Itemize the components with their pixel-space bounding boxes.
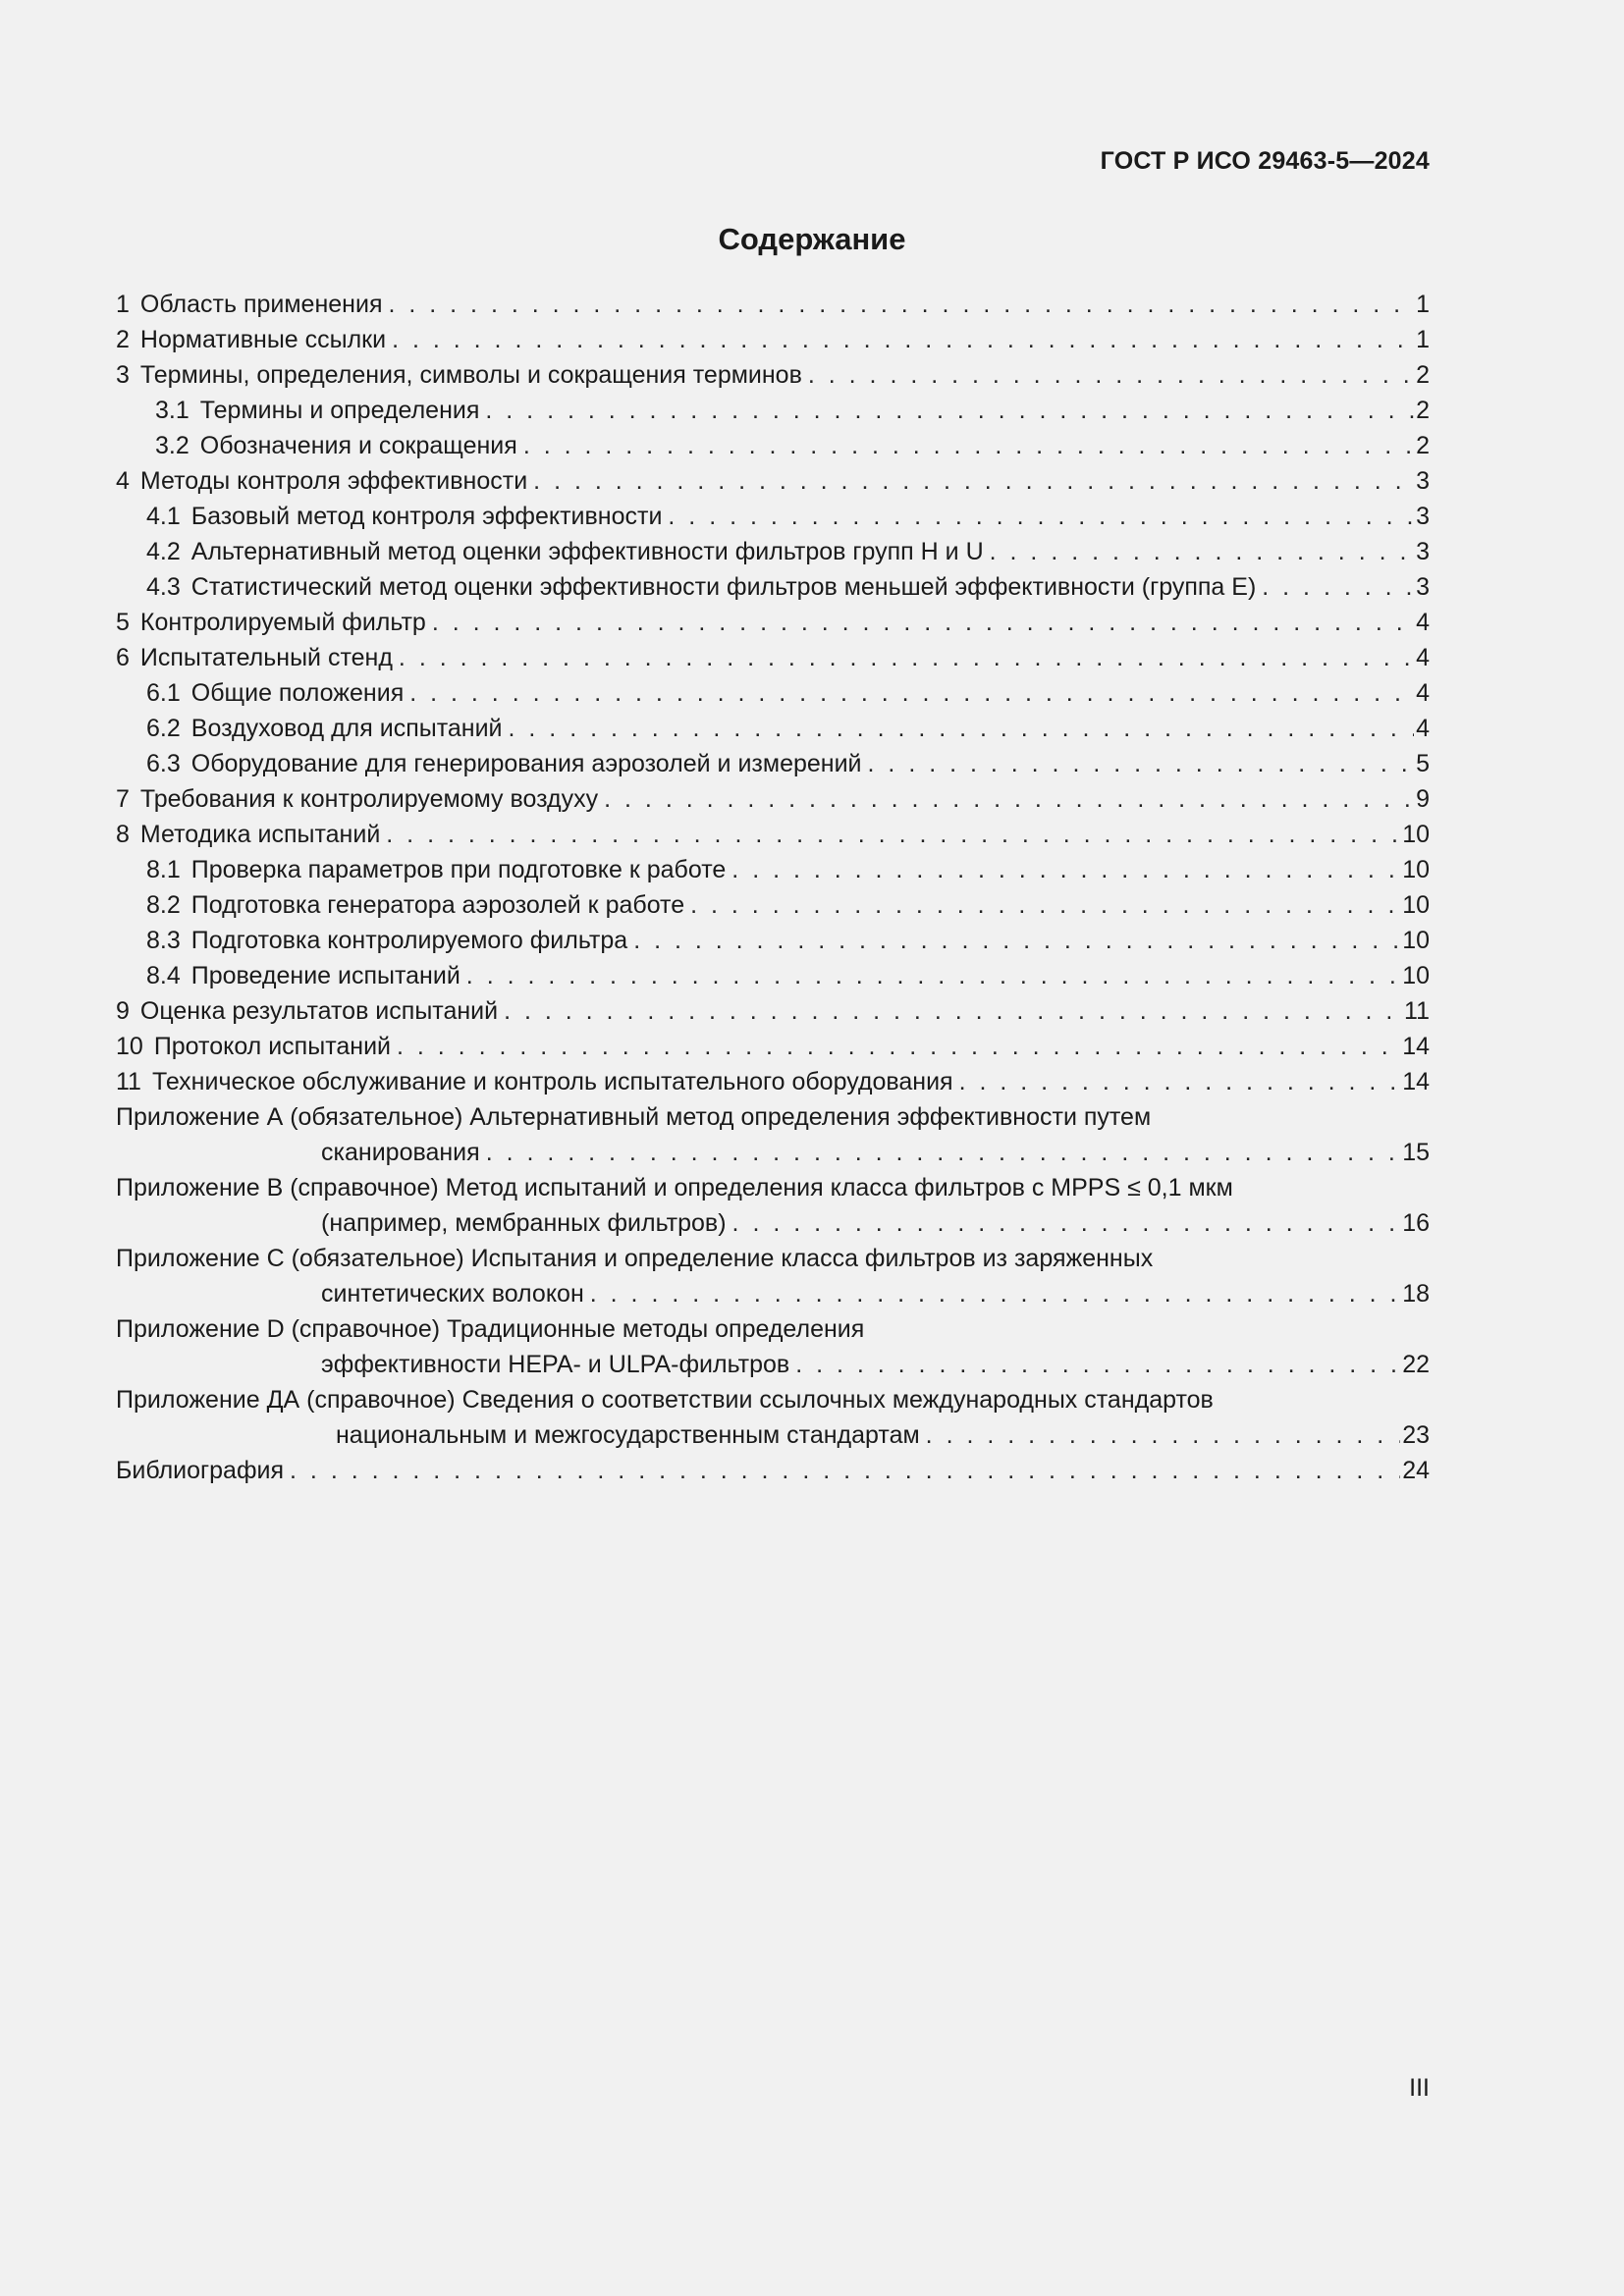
- toc-appendix-line-2: [116, 1135, 1430, 1170]
- toc-appendix-heading: Приложение С (обязательное) Испытания и определение класса фильтров из заряженных: [116, 1245, 1154, 1272]
- toc-entry-2[interactable]: [116, 322, 1430, 357]
- toc-entry-label: Методы контроля эффективности: [139, 467, 528, 495]
- toc-entry-page: 3: [1416, 467, 1430, 495]
- dot-leader: [808, 357, 1414, 393]
- dot-leader: [668, 499, 1414, 534]
- toc-appendix-line-1: [116, 1099, 1430, 1135]
- toc-entry-label: Подготовка контролируемого фильтра: [190, 927, 628, 954]
- toc-entry-page: 14: [1402, 1033, 1430, 1060]
- toc-entry-number: 8.1: [146, 856, 181, 883]
- toc-entry-page: 11: [1404, 997, 1430, 1025]
- toc-entry-number: 4.3: [146, 573, 181, 601]
- toc-entry-3-2[interactable]: [116, 428, 1430, 463]
- toc-entry-page: 9: [1416, 785, 1430, 813]
- toc-entry-label: Термины и определения: [199, 397, 480, 424]
- toc-entry-label: Обозначения и сокращения: [199, 432, 517, 459]
- dot-leader: [486, 1135, 1401, 1170]
- toc-entry-label: Оценка результатов испытаний: [139, 997, 499, 1025]
- dot-leader: [590, 1276, 1400, 1311]
- toc-entry-number: 5: [116, 609, 130, 636]
- toc-entry-number: 4: [116, 467, 130, 495]
- toc-entry-page: 1: [1416, 326, 1430, 353]
- toc-entry-number: 6: [116, 644, 130, 671]
- toc-entry-label: Требования к контролируемому воздуху: [139, 785, 599, 813]
- dot-leader: [604, 781, 1414, 817]
- toc-entry-number: 6.1: [146, 679, 181, 707]
- dot-leader: [388, 287, 1414, 322]
- toc-entry-8[interactable]: [116, 817, 1430, 852]
- toc-entry-5[interactable]: [116, 605, 1430, 640]
- page-number: III: [1409, 2074, 1430, 2102]
- toc-entry-number: 8.4: [146, 962, 181, 989]
- toc-entry-label: эффективности HEPA- и ULPA-фильтров: [321, 1351, 790, 1378]
- toc-entry-page: 10: [1402, 891, 1430, 919]
- toc-appendix-line-1: [116, 1382, 1430, 1417]
- dot-leader: [397, 1029, 1400, 1064]
- toc-entry-label: Альтернативный метод оценки эффективности фильтров групп H и U: [190, 538, 984, 565]
- toc-entry-page: 2: [1416, 361, 1430, 389]
- toc-entry-11[interactable]: [116, 1064, 1430, 1099]
- toc-entry-page: 5: [1416, 750, 1430, 777]
- toc-entry-page: 3: [1416, 503, 1430, 530]
- toc-entry-10[interactable]: [116, 1029, 1430, 1064]
- toc-entry-1[interactable]: [116, 287, 1430, 322]
- toc-entry-label: Протокол испытаний: [153, 1033, 391, 1060]
- toc-entry-label: Библиография: [116, 1457, 285, 1484]
- toc-entry-page: 10: [1402, 927, 1430, 954]
- table-of-contents: [116, 287, 1430, 1488]
- toc-entry-label: Общие положения: [190, 679, 405, 707]
- dot-leader: [690, 887, 1400, 923]
- toc-entry-number: 3.2: [155, 432, 189, 459]
- toc-entry-page: 4: [1416, 644, 1430, 671]
- toc-entry-label: Техническое обслуживание и контроль испытательного оборудования: [151, 1068, 953, 1095]
- toc-entry-4-2[interactable]: [116, 534, 1430, 569]
- dot-leader: [959, 1064, 1401, 1099]
- toc-entry-number: 4.2: [146, 538, 181, 565]
- toc-entry-3-1[interactable]: [116, 393, 1430, 428]
- toc-entry-label: Контролируемый фильтр: [139, 609, 426, 636]
- toc-appendix-line-2: [116, 1417, 1430, 1453]
- toc-entry-label: Статистический метод оценки эффективности фильтров меньшей эффективности (группа E): [190, 573, 1257, 601]
- toc-entry-page: 4: [1416, 609, 1430, 636]
- toc-entry-6-1[interactable]: [116, 675, 1430, 711]
- toc-appendix-heading: Приложение D (справочное) Традиционные методы определения: [116, 1315, 865, 1343]
- toc-appendix-heading: Приложение ДА (справочное) Сведения о соответствии ссылочных международных стандартов: [116, 1386, 1214, 1414]
- dot-leader: [290, 1453, 1400, 1488]
- dot-leader: [523, 428, 1414, 463]
- toc-entry-number: 8.2: [146, 891, 181, 919]
- toc-entry-label: Термины, определения, символы и сокращения терминов: [139, 361, 802, 389]
- toc-entry-label: Базовый метод контроля эффективности: [190, 503, 663, 530]
- dot-leader: [409, 675, 1414, 711]
- toc-appendix-da[interactable]: [116, 1382, 1430, 1453]
- toc-entry-label: Проведение испытаний: [190, 962, 460, 989]
- toc-entry-label: синтетических волокон: [321, 1280, 584, 1308]
- toc-appendix-c[interactable]: [116, 1241, 1430, 1311]
- toc-entry-page: 10: [1402, 962, 1430, 989]
- toc-entry-number: 6.2: [146, 715, 181, 742]
- toc-appendix-a[interactable]: [116, 1099, 1430, 1170]
- dot-leader: [485, 393, 1414, 428]
- toc-entry-6[interactable]: [116, 640, 1430, 675]
- toc-entry-page: 23: [1402, 1421, 1430, 1449]
- dot-leader: [533, 463, 1414, 499]
- toc-appendix-heading: Приложение А (обязательное) Альтернативный метод определения эффективности путем: [116, 1103, 1152, 1131]
- toc-entry-number: 6.3: [146, 750, 181, 777]
- toc-entry-label: Испытательный стенд: [139, 644, 393, 671]
- toc-entry-label: Методика испытаний: [139, 821, 381, 848]
- toc-entry-8-3[interactable]: [116, 923, 1430, 958]
- toc-entry-label: Оборудование для генерирования аэрозолей и измерений: [190, 750, 862, 777]
- toc-entry-number: 7: [116, 785, 130, 813]
- toc-entry-8-1[interactable]: [116, 852, 1430, 887]
- toc-entry-label: Подготовка генератора аэрозолей к работе: [190, 891, 685, 919]
- toc-entry-label: Проверка параметров при подготовке к работе: [190, 856, 727, 883]
- toc-entry-4-1[interactable]: [116, 499, 1430, 534]
- toc-entry-number: 3.1: [155, 397, 189, 424]
- toc-appendix-b[interactable]: [116, 1170, 1430, 1241]
- toc-entry-9[interactable]: [116, 993, 1430, 1029]
- toc-entry-6-3[interactable]: [116, 746, 1430, 781]
- toc-entry-number: 11: [116, 1068, 141, 1095]
- toc-appendix-line-2: [116, 1347, 1430, 1382]
- toc-entry-number: 2: [116, 326, 130, 353]
- dot-leader: [868, 746, 1415, 781]
- toc-entry-page: 1: [1416, 291, 1430, 318]
- toc-title: Содержание: [718, 222, 906, 256]
- dot-leader: [509, 711, 1415, 746]
- dot-leader: [432, 605, 1414, 640]
- dot-leader: [399, 640, 1414, 675]
- toc-entry-number: 8: [116, 821, 130, 848]
- toc-entry-3[interactable]: [116, 357, 1430, 393]
- toc-appendix-line-1: [116, 1311, 1430, 1347]
- toc-entry-4-3[interactable]: [116, 569, 1430, 605]
- toc-entry-4[interactable]: [116, 463, 1430, 499]
- toc-entry-6-2[interactable]: [116, 711, 1430, 746]
- dot-leader: [386, 817, 1400, 852]
- toc-entry-page: 10: [1402, 856, 1430, 883]
- toc-entry-page: 15: [1402, 1139, 1430, 1166]
- toc-entry-number: 10: [116, 1033, 143, 1060]
- dot-leader: [633, 923, 1400, 958]
- toc-entry-label: (например, мембранных фильтров): [321, 1209, 727, 1237]
- toc-entry-number: 9: [116, 997, 130, 1025]
- dot-leader: [732, 1205, 1401, 1241]
- dot-leader: [392, 322, 1414, 357]
- dot-leader: [466, 958, 1400, 993]
- toc-entry-page: 24: [1402, 1457, 1430, 1484]
- toc-entry-page: 2: [1416, 397, 1430, 424]
- toc-entry-page: 22: [1402, 1351, 1430, 1378]
- toc-entry-page: 10: [1402, 821, 1430, 848]
- toc-entry-number: 4.1: [146, 503, 181, 530]
- toc-appendix-d[interactable]: [116, 1311, 1430, 1382]
- toc-entry-page: 2: [1416, 432, 1430, 459]
- toc-entry-page: 4: [1416, 715, 1430, 742]
- dot-leader: [795, 1347, 1400, 1382]
- toc-entry-page: 3: [1416, 573, 1430, 601]
- toc-appendix-line-2: [116, 1276, 1430, 1311]
- toc-entry-label: Воздуховод для испытаний: [190, 715, 503, 742]
- toc-entry-page: 18: [1402, 1280, 1430, 1308]
- toc-appendix-heading: Приложение В (справочное) Метод испытаний и определения класса фильтров с MPPS ≤ 0,1 мкм: [116, 1174, 1233, 1201]
- dot-leader: [504, 993, 1402, 1029]
- toc-entry-8-4[interactable]: [116, 958, 1430, 993]
- toc-appendix-line-2: [116, 1205, 1430, 1241]
- toc-entry-label: Область применения: [139, 291, 383, 318]
- dot-leader: [1262, 569, 1414, 605]
- toc-entry-number: 8.3: [146, 927, 181, 954]
- toc-entry-number: 1: [116, 291, 130, 318]
- dot-leader: [926, 1417, 1401, 1453]
- toc-entry-label: Нормативные ссылки: [139, 326, 387, 353]
- toc-entry-page: 4: [1416, 679, 1430, 707]
- toc-appendix-line-1: [116, 1170, 1430, 1205]
- dot-leader: [731, 852, 1400, 887]
- toc-entry-8-2[interactable]: [116, 887, 1430, 923]
- toc-appendix-line-1: [116, 1241, 1430, 1276]
- toc-entry-page: 3: [1416, 538, 1430, 565]
- toc-entry-page: 16: [1402, 1209, 1430, 1237]
- toc-entry-number: 3: [116, 361, 130, 389]
- document-id: ГОСТ Р ИСО 29463-5—2024: [1100, 147, 1430, 175]
- toc-entry-page: 14: [1402, 1068, 1430, 1095]
- toc-entry-label: национальным и межгосударственным стандартам: [336, 1421, 920, 1449]
- toc-entry-label: сканирования: [321, 1139, 480, 1166]
- dot-leader: [990, 534, 1414, 569]
- toc-entry-bibliography[interactable]: [116, 1453, 1430, 1488]
- toc-entry-7[interactable]: [116, 781, 1430, 817]
